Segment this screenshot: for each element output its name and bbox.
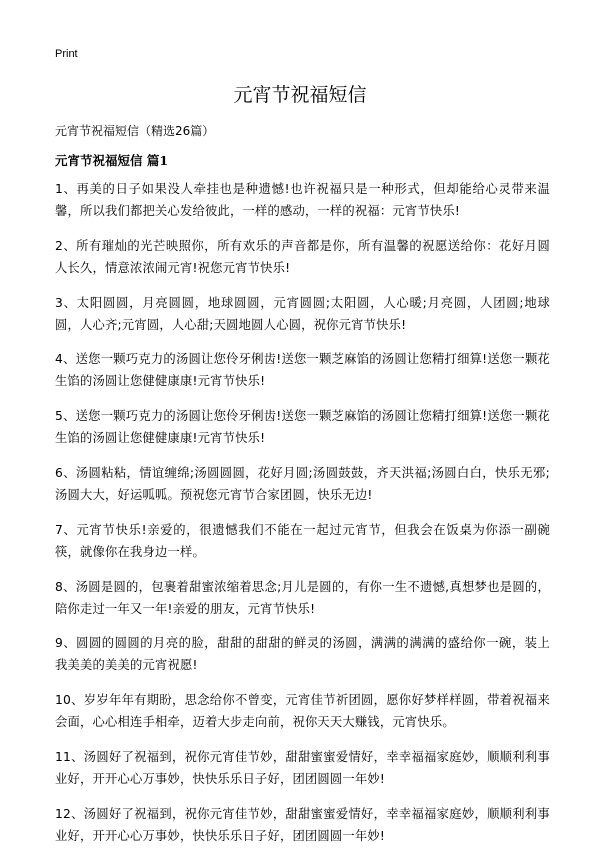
page-title: 元宵节祝福短信 xyxy=(233,84,367,106)
message-paragraph-2: 2、所有璀灿的光芒映照你，所有欢乐的声音都是你，所有温馨的祝愿送给你：花好月圆人长久，情意浓浓闹元宵!祝您元宵节快乐! xyxy=(55,238,550,275)
message-paragraph-5: 5、送您一颗巧克力的汤圆让您伶牙俐齿!送您一颗芝麻馅的汤圆让您精打细算!送您一颗花生馅的汤圆让您健健康康!元宵节快乐! xyxy=(55,409,550,446)
print-link[interactable]: Print xyxy=(55,48,78,60)
message-paragraph-12: 12、汤圆好了祝福到，祝你元宵佳节妙，甜甜蜜蜜爱情好，幸幸福福家庭妙，顺顺利利事业好，开开心心万事妙，快快乐乐日子好，团团圆圆一年妙! xyxy=(55,806,550,843)
message-paragraph-1: 1、再美的日子如果没人牵挂也是种遗憾!也许祝福只是一种形式，但却能给心灵带来温馨，所以我们都把关心发给彼此，一样的感动，一样的祝福：元宵节快乐! xyxy=(55,182,550,218)
message-paragraph-7: 7、元宵节快乐!亲爱的，很遗憾我们不能在一起过元宵节，但我会在饭桌为你添一副碗筷，就像你在我身边一样。 xyxy=(55,522,550,559)
message-paragraph-6: 6、汤圆粘粘，情谊缠绵;汤圆圆圆，花好月圆;汤圆鼓鼓，齐天洪福;汤圆白白，快乐无邪;汤圆大大，好运呱呱。预祝您元宵节合家团圆，快乐无边! xyxy=(55,465,550,502)
message-paragraph-11: 11、汤圆好了祝福到，祝你元宵佳节妙，甜甜蜜蜜爱情好，幸幸福福家庭妙，顺顺利利事业好，开开心心万事妙，快快乐乐日子好，团团圆圆一年妙! xyxy=(55,749,550,786)
section-heading: 元宵节祝福短信 篇1 xyxy=(55,153,169,168)
message-paragraph-4: 4、送您一颗巧克力的汤圆让您伶牙俐齿!送您一颗芝麻馅的汤圆让您精打细算!送您一颗花生馅的汤圆让您健健康康!元宵节快乐! xyxy=(55,352,550,389)
message-paragraph-3: 3、太阳圆圆，月亮圆圆，地球圆圆，元宵圆圆;太阳圆，人心暖;月亮圆，人团圆;地球圆，人心齐;元宵圆，人心甜;天圆地圆人心圆，祝你元宵节快乐! xyxy=(55,295,550,332)
message-paragraph-10: 10、岁岁年年有期盼，思念给你不曾变，元宵佳节祈团圆，愿你好梦样样圆，带着祝福来会面，心心相连手相牵，迈着大步走向前，祝你天天大赚钱，元宵快乐。 xyxy=(55,693,550,730)
document-subtitle: 元宵节祝福短信（精选26篇） xyxy=(55,124,215,138)
message-paragraph-9: 9、圆圆的圆圆的月亮的脸，甜甜的甜甜的鲜灵的汤圆，满满的满满的盛给你一碗，装上我美美的美美的元宵祝愿! xyxy=(55,636,550,673)
message-list xyxy=(55,178,550,860)
message-paragraph-8: 8、汤圆是圆的，包裹着甜蜜浓缩着思念;月儿是圆的，有你一生不遗憾,真想梦也是圆的，陪你走过一年又一年!亲爱的朋友，元宵节快乐! xyxy=(55,579,550,616)
